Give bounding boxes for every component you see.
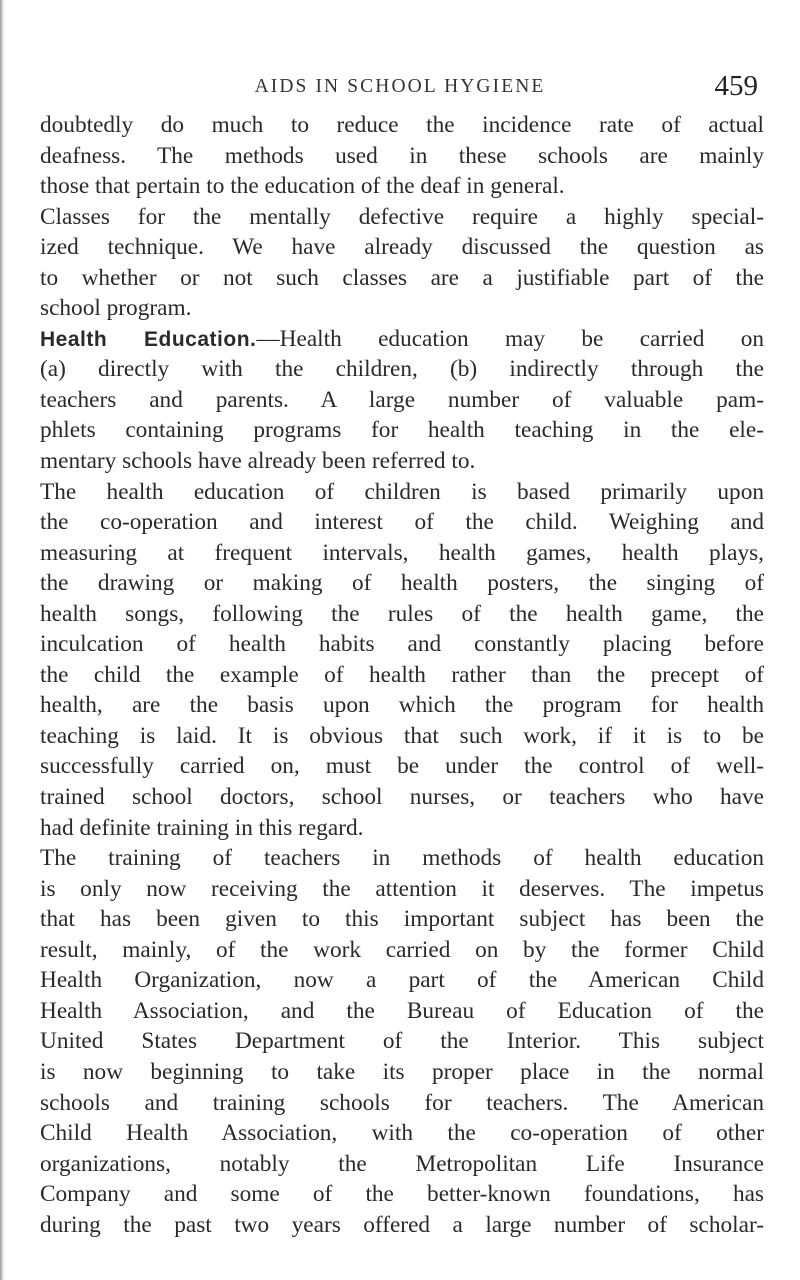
text-line: United States Department of the Interior. This subject — [40, 1028, 764, 1055]
text-line: the child the example of health rather than the precept of — [40, 661, 764, 688]
text-line: Company and some of the better-known foundations, has — [40, 1181, 764, 1208]
text-line: successfully carried on, must be under the control of well- — [40, 753, 764, 780]
body-text — [40, 110, 764, 1240]
text-line: organizations, notably the Metropolitan Life Insurance — [40, 1150, 764, 1177]
paragraph-deafness — [40, 110, 764, 202]
text-line: phlets containing programs for health teaching in the ele- — [40, 417, 764, 444]
text-line: deafness. The methods used in these schools are mainly — [40, 142, 764, 169]
text-line: The training of teachers in methods of health education — [40, 845, 764, 872]
page-binding-edge — [0, 0, 5, 1280]
text-line-rest: —Health education may be carried on — [256, 325, 764, 352]
running-title: AIDS IN SCHOOL HYGIENE — [254, 76, 546, 97]
text-line: the co-operation and interest of the child. Weighing and — [40, 509, 764, 536]
text-line: during the past two years offered a large number of scholar- — [40, 1211, 764, 1238]
running-head — [40, 70, 760, 104]
text-line: ized technique. We have already discussed the question as — [40, 234, 764, 261]
page-number: 459 — [714, 70, 758, 102]
text-line: is only now receiving the attention it deserves. The impetus — [40, 875, 764, 902]
paragraph-children-health — [40, 477, 764, 844]
text-line: The health education of children is based primarily upon — [40, 478, 764, 505]
text-line: Child Health Association, with the co-operation of other — [40, 1120, 764, 1147]
paragraph-mentally-defective — [40, 202, 764, 324]
text-line: (a) directly with the children, (b) indirectly through the — [40, 356, 764, 383]
text-line: those that pertain to the education of the deaf in general. — [40, 173, 565, 200]
text-line: school program. — [40, 295, 192, 322]
text-line: schools and training schools for teachers. The American — [40, 1089, 764, 1116]
text-line: health songs, following the rules of the health game, the — [40, 600, 764, 627]
text-line: measuring at frequent intervals, health games, health plays, — [40, 539, 764, 566]
text-line: inculcation of health habits and constantly placing before — [40, 631, 764, 658]
text-line: is now beginning to take its proper place in the normal — [40, 1058, 764, 1085]
text-line: health, are the basis upon which the program for health — [40, 692, 764, 719]
run-in-heading: Health Education. — [40, 327, 257, 351]
text-line: doubtedly do much to reduce the incidence rate of actual — [40, 112, 764, 138]
text-line: Classes for the mentally defective require a highly special- — [40, 203, 764, 230]
text-line: the drawing or making of health posters, the singing of — [40, 570, 764, 597]
text-line: had definite training in this regard. — [40, 814, 364, 841]
text-line: mentary schools have already been referred to. — [40, 448, 476, 475]
text-line: teaching is laid. It is obvious that such work, if it is to be — [40, 722, 764, 749]
text-line: trained school doctors, school nurses, or teachers who have — [40, 784, 764, 811]
text-line: teachers and parents. A large number of valuable pam- — [40, 386, 764, 413]
text-line: Health Organization, now a part of the American Child — [40, 967, 764, 994]
text-line: to whether or not such classes are a justifiable part of the — [40, 264, 764, 291]
paragraph-health-education — [40, 324, 764, 477]
text-line: Health Association, and the Bureau of Education of the — [40, 997, 764, 1024]
text-line-with-heading — [40, 324, 764, 355]
paragraph-teacher-training — [40, 843, 764, 1240]
text-line: result, mainly, of the work carried on by the former Child — [40, 936, 764, 963]
text-line: that has been given to this important subject has been the — [40, 906, 764, 933]
